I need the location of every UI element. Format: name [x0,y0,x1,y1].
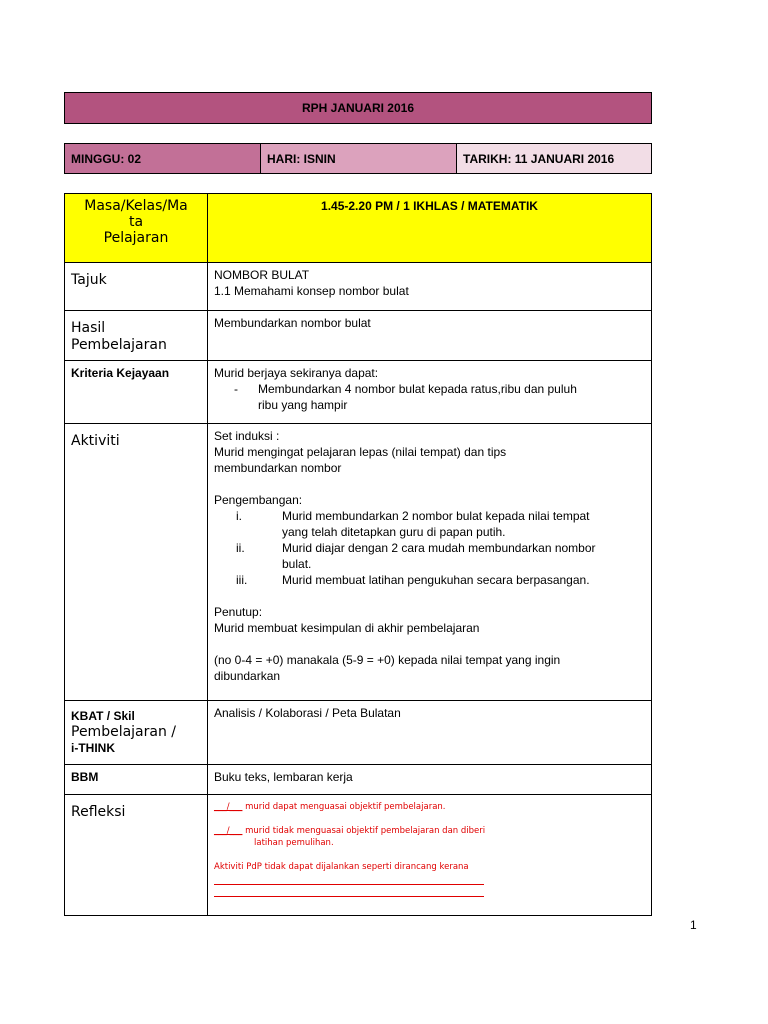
header-label-line: Masa/Kelas/Ma [84,198,188,214]
refleksi-line [214,825,645,837]
refleksi-text: murid tidak menguasai objektif pembelajaran dan diberi [242,826,486,836]
bullet-marker: - [234,382,238,396]
tajuk-line: 1.1 Memahami konsep nombor bulat [214,284,409,298]
kriteria-bullet-line: Membundarkan 4 nombor bulat kepada ratus,ribu dan puluh [258,382,577,396]
header-label [65,194,208,263]
bbm-label-cell [65,765,208,795]
kriteria-label: Kriteria Kejayaan [71,366,170,380]
refleksi-value [208,795,652,916]
tajuk-label-cell [65,263,208,311]
kbat-value: Analisis / Kolaborasi / Peta Bulatan [208,701,652,765]
step-item [214,540,645,572]
hasil-label [71,315,201,354]
kriteria-bullet-line: ribu yang hampir [258,398,348,412]
refleksi-line [214,799,645,813]
aktiviti-row [65,424,652,701]
step-line: Murid membuat latihan pengukuhan secara berpasangan. [282,573,590,587]
refleksi-line: latihan pemulihan. [254,838,334,848]
refleksi-label-cell [65,795,208,916]
kriteria-intro: Murid berjaya sekiranya dapat: [214,366,379,380]
step-item [214,572,645,588]
hasil-label-cell [65,311,208,361]
tajuk-row [65,263,652,311]
note-line: (no 0-4 = +0) manakala (5-9 = +0) kepada nilai tempat yang ingin [214,653,561,667]
step-line: Murid membundarkan 2 nombor bulat kepada nilai tempat [282,509,590,523]
penutup-line: Murid membuat kesimpulan di akhir pembelajaran [214,621,480,635]
refleksi-blank-line [214,873,484,885]
kriteria-bullet [214,381,645,413]
bbm-row [65,765,652,795]
header-label-line: ta [128,214,144,230]
bbm-label: BBM [71,770,99,784]
header-label-line: Pelajaran [103,230,169,246]
refleksi-line: Aktiviti PdP tidak dapat dijalankan seperti dirancang kerana [214,862,469,872]
bbm-value: Buku teks, lembaran kerja [208,765,652,795]
set-induksi-line: Murid mengingat pelajaran lepas (nilai tempat) dan tips [214,445,507,459]
aktiviti-label-cell [65,424,208,701]
header-value: 1.45-2.20 PM / 1 IKHLAS / MATEMATIK [208,194,652,263]
kriteria-row [65,361,652,424]
hasil-label-line: Hasil [71,320,106,336]
pengembangan-title: Pengembangan: [214,493,303,507]
kriteria-label-cell [65,361,208,424]
refleksi-label: Refleksi [71,804,126,820]
note-line: dibundarkan [214,669,281,683]
step-line: bulat. [282,557,312,571]
step-marker: iii. [236,573,248,587]
kbat-label-line: Pembelajaran / [71,724,177,740]
penutup-title: Penutup: [214,605,263,619]
step-text [282,540,596,572]
refleksi-blank: ___/___ [214,826,243,836]
set-induksi-title: Set induksi : [214,429,280,443]
hasil-value: Membundarkan nombor bulat [208,311,652,361]
step-text [282,508,590,540]
refleksi-blank: ___/___ [214,802,243,812]
hasil-label-line: Pembelajaran [71,337,167,353]
kbat-label-cell [65,701,208,765]
header-row [65,194,652,263]
info-row [64,143,652,174]
refleksi-text: murid dapat menguasai objektif pembelajaran. [242,802,446,812]
step-line: Murid diajar dengan 2 cara mudah membundarkan nombor [282,541,596,555]
step-text [282,572,590,588]
kbat-row [65,701,652,765]
aktiviti-label: Aktiviti [71,433,120,449]
tarikh-cell: TARIKH: 11 JANUARI 2016 [457,144,651,173]
kbat-label-line: KBAT / Skil [71,709,135,723]
page-number: 1 [690,918,697,932]
refleksi-blank-line [214,885,484,897]
step-line: yang telah ditetapkan guru di papan putih. [282,525,506,539]
page-title: RPH JANUARI 2016 [64,92,652,124]
kriteria-value [208,361,652,424]
refleksi-row [65,795,652,916]
step-marker: i. [236,509,242,523]
set-induksi-line: membundarkan nombor [214,461,342,475]
step-item [214,508,645,540]
hari-cell: HARI: ISNIN [261,144,457,173]
hasil-row [65,311,652,361]
tajuk-value [208,263,652,311]
tajuk-label: Tajuk [71,272,107,288]
step-marker: ii. [236,541,245,555]
minggu-cell: MINGGU: 02 [65,144,261,173]
kriteria-bullet-text [258,381,577,413]
tajuk-line: NOMBOR BULAT [214,268,310,282]
kbat-label-line: i-THINK [71,741,115,755]
aktiviti-value [208,424,652,701]
lesson-plan-table [64,193,652,916]
